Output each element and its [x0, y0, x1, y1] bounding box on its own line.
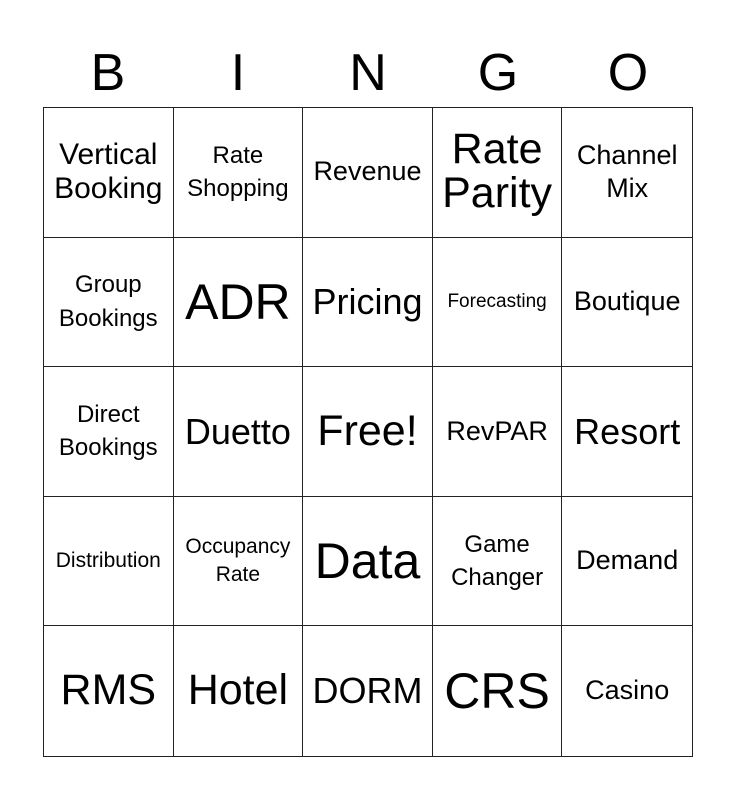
bingo-board	[43, 107, 693, 757]
cell-label: CRS	[444, 662, 550, 719]
cell-label: RevPAR	[446, 415, 548, 446]
cell-label: Occupancy Rate	[185, 534, 291, 587]
bingo-cell-r2c1[interactable]	[44, 238, 174, 368]
bingo-cell-r4c4[interactable]	[433, 497, 563, 627]
bingo-cell-r5c2[interactable]	[174, 626, 304, 756]
bingo-cell-r5c4[interactable]	[433, 626, 563, 756]
bingo-cell-r3c2[interactable]	[174, 367, 304, 497]
bingo-cell-r2c5[interactable]	[562, 238, 692, 368]
cell-label: Hotel	[187, 666, 289, 715]
cell-label: Casino	[585, 675, 670, 706]
cell-label: Channel Mix	[576, 139, 678, 204]
cell-label: Revenue	[313, 156, 422, 187]
bingo-cell-r1c5[interactable]	[562, 108, 692, 238]
header-letter-g: G	[477, 44, 519, 102]
cell-label: Game Changer	[451, 530, 544, 592]
bingo-cell-r2c4[interactable]	[433, 238, 563, 368]
bingo-cell-r3c3[interactable]	[303, 367, 433, 497]
bingo-cell-r5c1[interactable]	[44, 626, 174, 756]
cell-label: Free!	[317, 406, 418, 455]
header-letter-o: O	[607, 44, 649, 102]
cell-label: Forecasting	[447, 290, 547, 312]
cell-label: Demand	[576, 545, 679, 576]
header-letter-b: B	[90, 44, 126, 102]
cell-label: Boutique	[573, 286, 681, 317]
cell-label: Duetto	[184, 410, 291, 452]
bingo-cell-r1c1[interactable]	[44, 108, 174, 238]
cell-label: Vertical Booking	[54, 137, 163, 206]
bingo-header	[43, 40, 693, 106]
cell-label: Data	[314, 532, 421, 589]
cell-label: Group Bookings	[58, 271, 158, 332]
bingo-cell-r5c5[interactable]	[562, 626, 692, 756]
bingo-cell-r1c3[interactable]	[303, 108, 433, 238]
bingo-cell-r2c2[interactable]	[174, 238, 304, 368]
bingo-cell-r2c3[interactable]	[303, 238, 433, 368]
bingo-cell-r4c3[interactable]	[303, 497, 433, 627]
bingo-cell-r4c1[interactable]	[44, 497, 174, 627]
header-letter-i: I	[230, 44, 246, 102]
cell-label: ADR	[185, 273, 291, 330]
cell-label: Rate Parity	[442, 125, 553, 218]
cell-label: Distribution	[55, 548, 161, 572]
cell-label: Direct Bookings	[58, 400, 158, 462]
bingo-cell-r3c1[interactable]	[44, 367, 174, 497]
bingo-cell-r1c4[interactable]	[433, 108, 563, 238]
bingo-cell-r4c2[interactable]	[174, 497, 304, 627]
cell-label: RMS	[60, 666, 157, 715]
header-letter-n: N	[349, 44, 387, 102]
bingo-cell-r3c4[interactable]	[433, 367, 563, 497]
bingo-cell-r5c3[interactable]	[303, 626, 433, 756]
bingo-cell-r4c5[interactable]	[562, 497, 692, 627]
cell-label: Rate Shopping	[187, 141, 289, 203]
bingo-cell-r1c2[interactable]	[174, 108, 304, 238]
cell-label: DORM	[312, 670, 423, 712]
bingo-cell-r3c5[interactable]	[562, 367, 692, 497]
cell-label: Resort	[574, 410, 681, 452]
cell-label: Pricing	[312, 281, 423, 323]
